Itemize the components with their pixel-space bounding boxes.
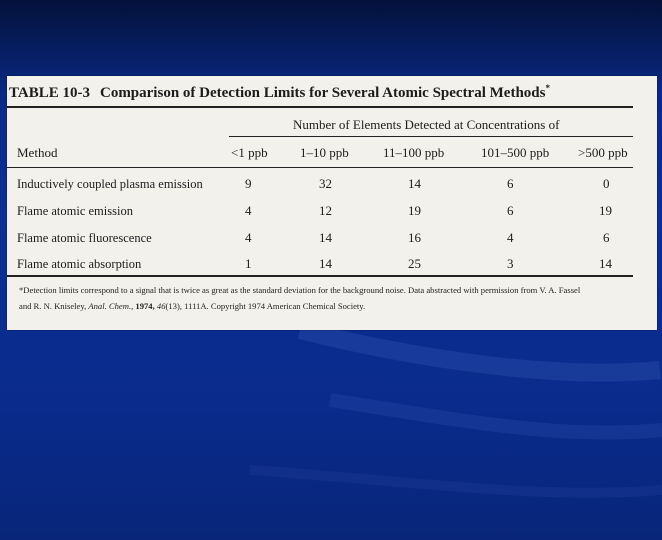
header-rule	[7, 167, 633, 168]
table-cell: 14	[319, 256, 332, 271]
table-cell: 14	[599, 256, 612, 271]
column-header: 101–500 ppb	[481, 145, 550, 160]
table-cell: 0	[603, 176, 610, 191]
table-cell: 4	[245, 230, 252, 245]
table-cell: 19	[408, 203, 421, 218]
footnote-rest: (13), 1111A. Copyright 1974 American Chemical Society.	[165, 301, 366, 311]
footnote-line-1: *Detection limits correspond to a signal that is twice as great as the standard deviation for the background noise. Data abstracted with permission from V. A. Fassel	[19, 285, 581, 295]
table-cell: 9	[245, 176, 252, 191]
table-number: TABLE 10-3	[9, 85, 90, 101]
top-rule	[7, 106, 633, 108]
method-header: Method	[17, 145, 58, 160]
bottom-rule	[7, 275, 633, 277]
table-row-method: Flame atomic fluorescence	[17, 231, 152, 245]
footnote-journal: Anal. Chem.	[88, 301, 132, 311]
table-row-method: Inductively coupled plasma emission	[17, 177, 203, 191]
table-cell: 3	[507, 256, 514, 271]
table-cell: 6	[507, 203, 514, 218]
column-header: 1–10 ppb	[300, 145, 349, 160]
column-header: <1 ppb	[231, 145, 268, 160]
table-cell: 19	[599, 203, 612, 218]
title-footnote-mark: *	[545, 83, 550, 93]
table-cell: 32	[319, 176, 332, 191]
group-header: Number of Elements Detected at Concentrations of	[293, 117, 560, 132]
table-cell: 4	[507, 230, 514, 245]
footnote-sep: ,	[131, 301, 136, 311]
table-cell: 16	[408, 230, 421, 245]
table-scan	[7, 76, 657, 330]
footnote-authors: and R. N. Kniseley,	[19, 301, 89, 311]
column-header: 11–100 ppb	[383, 145, 445, 160]
table-cell: 1	[245, 256, 252, 271]
table-cell: 14	[408, 176, 421, 191]
footnote-volume: 46	[156, 301, 166, 311]
table-cell: 25	[408, 256, 421, 271]
table-cell: 12	[319, 203, 332, 218]
table-cell: 14	[319, 230, 332, 245]
column-header: >500 ppb	[578, 145, 628, 160]
group-header-rule	[229, 136, 633, 137]
footnote-line-2	[19, 301, 365, 311]
table-row-method: Flame atomic emission	[17, 204, 133, 218]
table-cell: 6	[507, 176, 514, 191]
table-cell: 4	[245, 203, 252, 218]
table-caption: Comparison of Detection Limits for Several Atomic Spectral Methods	[99, 85, 546, 101]
footnote-year: 1974,	[135, 301, 155, 311]
table-row-method: Flame atomic absorption	[17, 257, 142, 271]
table-title	[9, 83, 550, 102]
table-cell: 6	[603, 230, 610, 245]
